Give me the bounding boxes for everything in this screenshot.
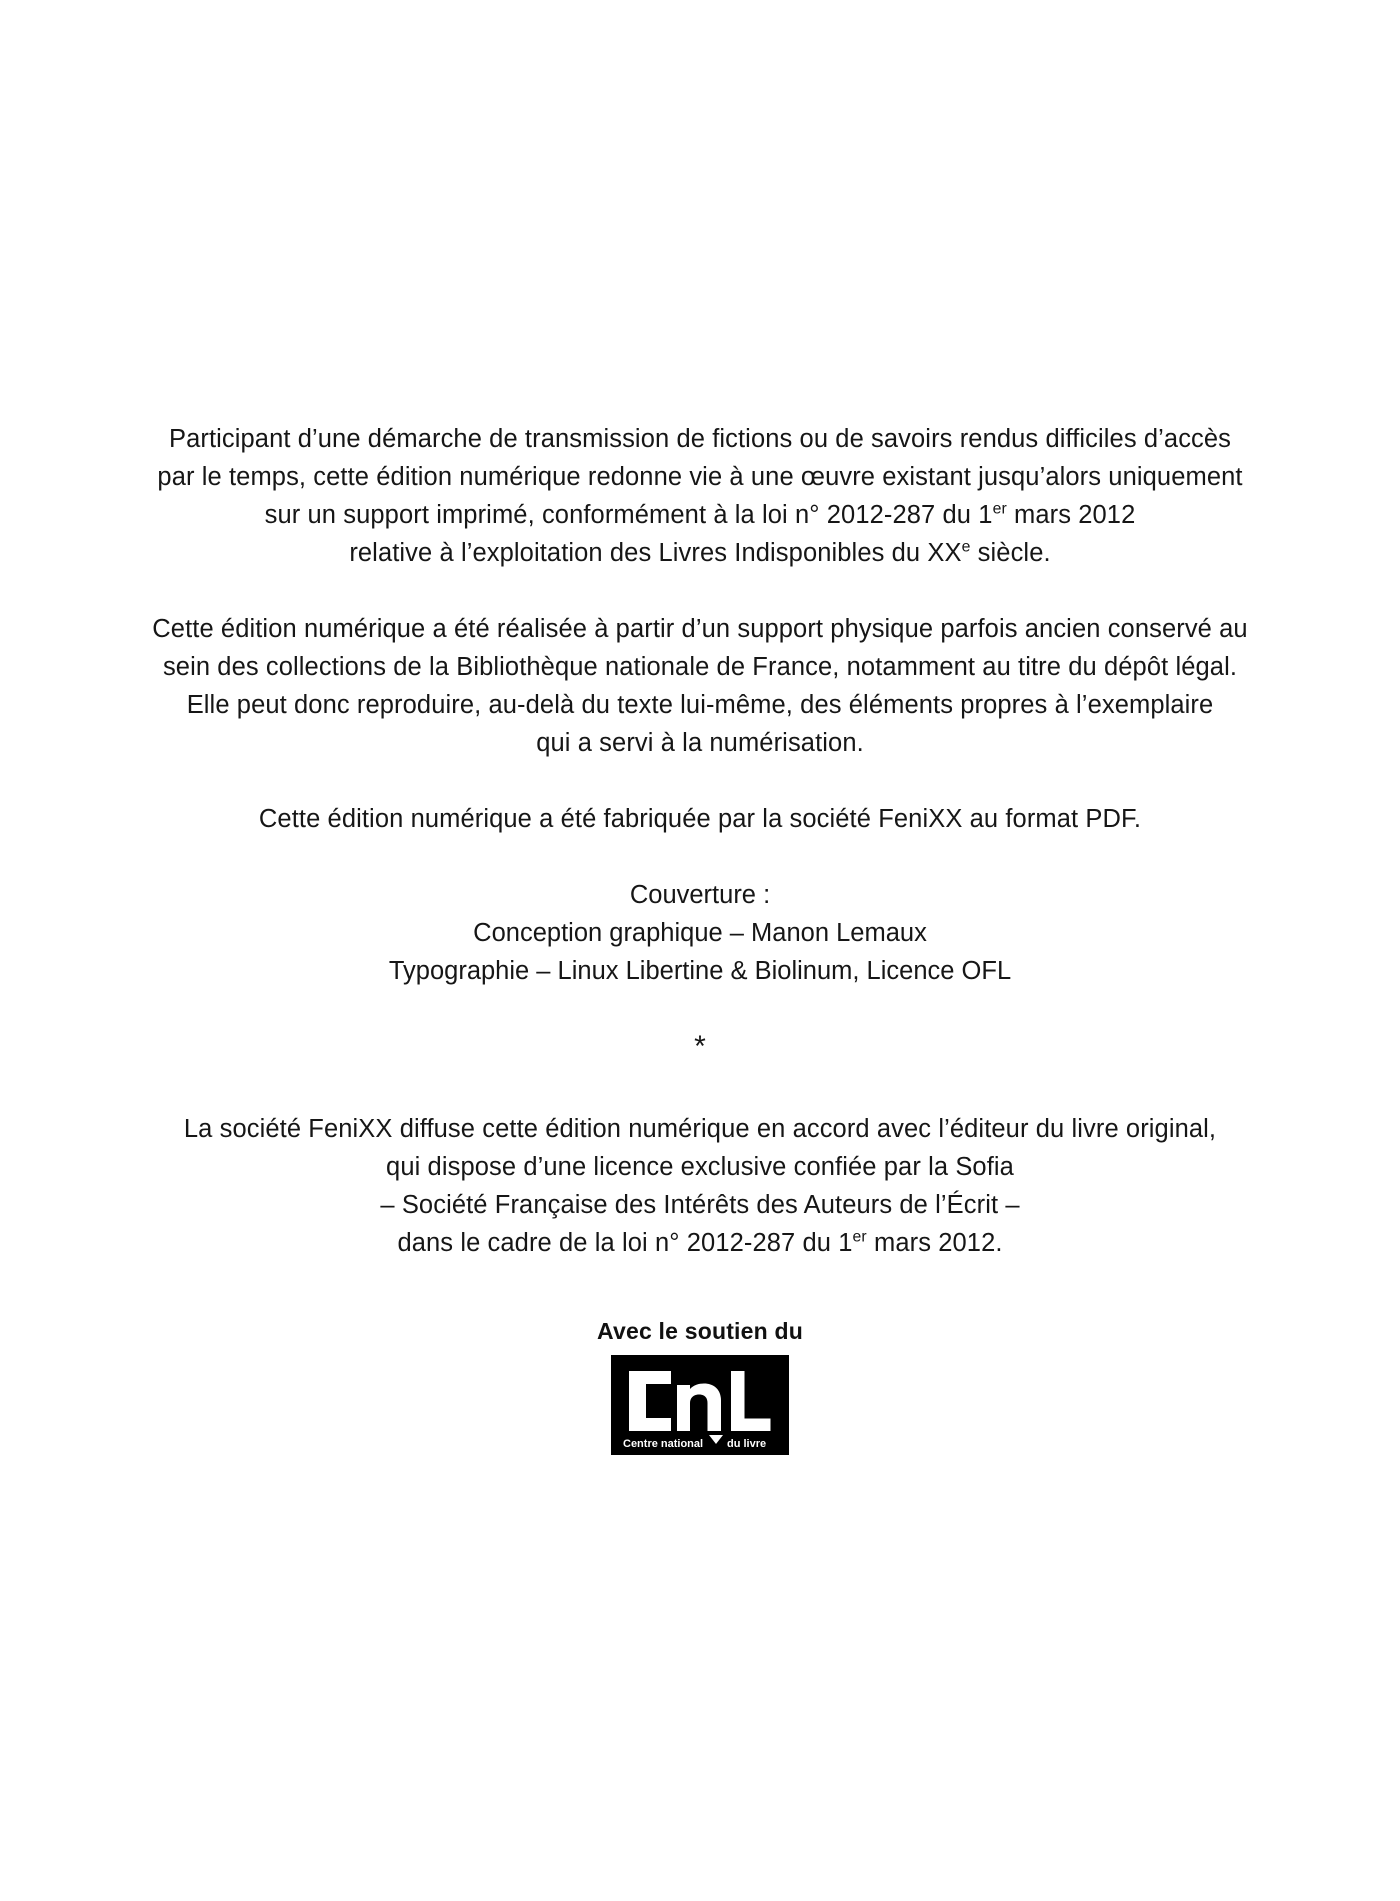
support-label: Avec le soutien du [597,1318,803,1344]
paragraph-source-notice [110,610,1290,762]
legal-notice-line-3: sur un support imprimé, conformément à la loi n° 2012-287 du 1er mars 2012 [264,500,1136,529]
source-notice-line-3: Elle peut donc reproduire, au-delà du texte lui-même, des éléments propres à l’exemplaire [186,691,1214,719]
svg-text:du livre: du livre [727,1438,767,1450]
cover-credits-heading: Couverture : [629,881,771,909]
colophon-block [110,420,1290,1460]
cnl-logo-caption-left [700,1455,701,1456]
manufacturer-notice-line-1: Cette édition numérique a été fabriquée par la société FeniXX au format PDF. [258,805,1142,833]
distribution-notice-line-3: – Société Française des Intérêts des Auteurs de l’Écrit – [380,1191,1020,1219]
distribution-notice-line-2: qui dispose d’une licence exclusive confiée par la Sofia [386,1153,1014,1181]
paragraph-distribution-notice [110,1110,1290,1262]
cnl-logo-initials [700,1455,701,1456]
section-separator: * [694,1030,706,1063]
support-block [110,1318,1290,1460]
paragraph-legal-notice [110,420,1290,572]
source-notice-line-1: Cette édition numérique a été réalisée à partir d’un support physique parfois ancien conservé au [152,615,1248,643]
paragraph-manufacturer-notice [110,800,1290,838]
cnl-logo-caption-right [700,1455,701,1456]
distribution-notice-line-1: La société FeniXX diffuse cette édition numérique en accord avec l’éditeur du livre original, [183,1115,1217,1143]
cover-credits-typography: Typographie – Linux Libertine & Biolinum, Licence OFL [388,957,1012,985]
source-notice-line-2: sein des collections de la Bibliothèque nationale de France, notamment au titre du dépôt légal. [162,653,1238,681]
cnl-logo [611,1355,789,1455]
distribution-notice-line-4: dans le cadre de la loi n° 2012-287 du 1er mars 2012. [397,1228,1003,1257]
cover-credits [110,876,1290,990]
legal-notice-line-2: par le temps, cette édition numérique redonne vie à une œuvre existant jusqu’alors uniquement [157,463,1243,491]
legal-notice-line-4: relative à l’exploitation des Livres Indisponibles du XXe siècle. [349,538,1051,567]
cover-credits-design: Conception graphique – Manon Lemaux [473,919,927,947]
source-notice-line-4: qui a servi à la numérisation. [536,729,864,757]
legal-notice-line-1: Participant d’une démarche de transmission de fictions ou de savoirs rendus difficiles d’accès [168,425,1232,453]
svg-text:Centre national: Centre national [623,1438,704,1450]
